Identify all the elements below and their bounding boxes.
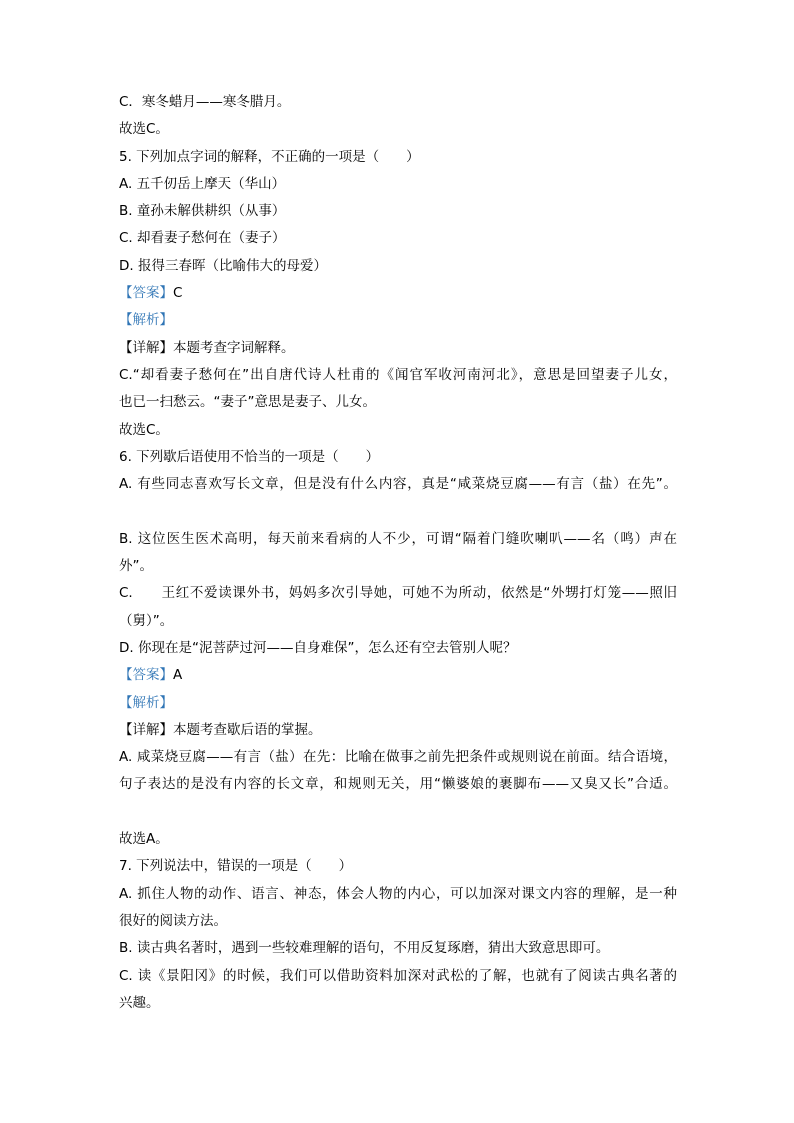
- line-text: 【详解】本题考查歇后语的掌握。: [119, 721, 322, 738]
- text-line: [119, 225, 677, 252]
- text-line: [119, 717, 677, 744]
- text-line: [119, 116, 677, 143]
- text-line: [119, 389, 677, 416]
- blank-line: [119, 799, 677, 826]
- text-line: [119, 963, 677, 990]
- text-line: [119, 935, 677, 962]
- line-text: C: [173, 285, 183, 302]
- line-text: 兴趣。: [119, 994, 160, 1011]
- text-line: [119, 171, 677, 198]
- text-line: [119, 526, 677, 553]
- line-text: 很好的阅读方法。: [119, 912, 227, 929]
- line-text: 【详解】本题考查字词解释。: [119, 339, 295, 356]
- line-text: A. 五千仞岳上摩天（华山）: [119, 175, 286, 192]
- line-text: B. 童孙未解供耕织（从事）: [119, 203, 286, 220]
- blank-line: [119, 498, 677, 525]
- text-line: [119, 990, 677, 1017]
- line-text: A. 有些同志喜欢写长文章，但是没有什么内容，真是“咸菜烧豆腐——有言（盐）在先”。: [119, 476, 677, 493]
- line-text: 5. 下列加点字词的解释，不正确的一项是（ ）: [119, 148, 420, 165]
- line-text: C. 却看妻子愁何在（妻子）: [119, 230, 286, 247]
- text-line: [119, 335, 677, 362]
- line-text: D. 你现在是“泥菩萨过河——自身难保”，怎么还有空去管别人呢？: [119, 639, 517, 656]
- text-line: [119, 362, 677, 389]
- line-text: A: [173, 667, 183, 684]
- text-line: [119, 471, 677, 498]
- answer-section-line: [119, 307, 677, 334]
- line-text: 句子表达的是没有内容的长文章，和规则无关，用“懒婆娘的裹脚布——又臭又长”合适。: [119, 776, 677, 793]
- line-text: C.“却看妻子愁何在”出自唐代诗人杜甫的《闻官军收河南河北》，意思是回望妻子儿女，: [119, 366, 677, 383]
- document-body: [119, 89, 677, 1017]
- text-line: [119, 89, 677, 116]
- text-line: [119, 608, 677, 635]
- text-line: [119, 826, 677, 853]
- section-label: 【答案】: [119, 667, 173, 684]
- line-text: A. 抓住人物的动作、语言、神态，体会人物的内心，可以加深对课文内容的理解，是一种: [119, 885, 677, 902]
- line-text: D. 报得三春晖（比喻伟大的母爱）: [119, 257, 327, 274]
- line-text: C．寒冬蜡月——寒冬腊月。: [119, 94, 291, 110]
- section-label: 【解析】: [119, 694, 173, 711]
- text-line: [119, 771, 677, 798]
- line-text: 7. 下列说法中，错误的一项是（ ）: [119, 858, 353, 875]
- answer-section-line: [119, 280, 677, 307]
- text-line: [119, 635, 677, 662]
- answer-section-line: [119, 662, 677, 689]
- text-line: [119, 881, 677, 908]
- text-line: [119, 744, 677, 771]
- text-line: [119, 198, 677, 225]
- section-label: 【答案】: [119, 285, 173, 302]
- text-line: [119, 853, 677, 880]
- line-text: 故选C。: [119, 121, 169, 138]
- line-text: B. 这位医生医术高明，每天前来看病的人不少，可谓“隔着门缝吹喇叭——名（鸣）声在: [119, 530, 677, 547]
- line-text: 外”。: [119, 558, 153, 575]
- text-line: [119, 580, 677, 607]
- line-text: 故选A。: [119, 831, 169, 848]
- text-line: [119, 444, 677, 471]
- answer-section-line: [119, 690, 677, 717]
- text-line: [119, 253, 677, 280]
- section-label: 【解析】: [119, 312, 173, 329]
- line-text: 6. 下列歇后语使用不恰当的一项是（ ）: [119, 448, 380, 465]
- line-text: C. 王红不爱读课外书，妈妈多次引导她，可她不为所动，依然是“外甥打灯笼——照旧: [119, 585, 677, 602]
- line-text: 也已一扫愁云。“妻子”意思是妻子、儿女。: [119, 394, 376, 411]
- line-text: C. 读《景阳冈》的时候，我们可以借助资料加深对武松的了解，也就有了阅读古典名著的: [119, 967, 677, 984]
- text-line: [119, 553, 677, 580]
- text-line: [119, 908, 677, 935]
- line-text: A. 咸菜烧豆腐——有言（盐）在先：比喻在做事之前先把条件或规则说在前面。结合语境，: [119, 749, 677, 766]
- text-line: [119, 417, 677, 444]
- line-text: B. 读古典名著时，遇到一些较难理解的语句，不用反复琢磨，猜出大致意思即可。: [119, 940, 610, 957]
- line-text: 故选C。: [119, 421, 169, 438]
- line-text: （舅）”。: [119, 612, 174, 629]
- text-line: [119, 144, 677, 171]
